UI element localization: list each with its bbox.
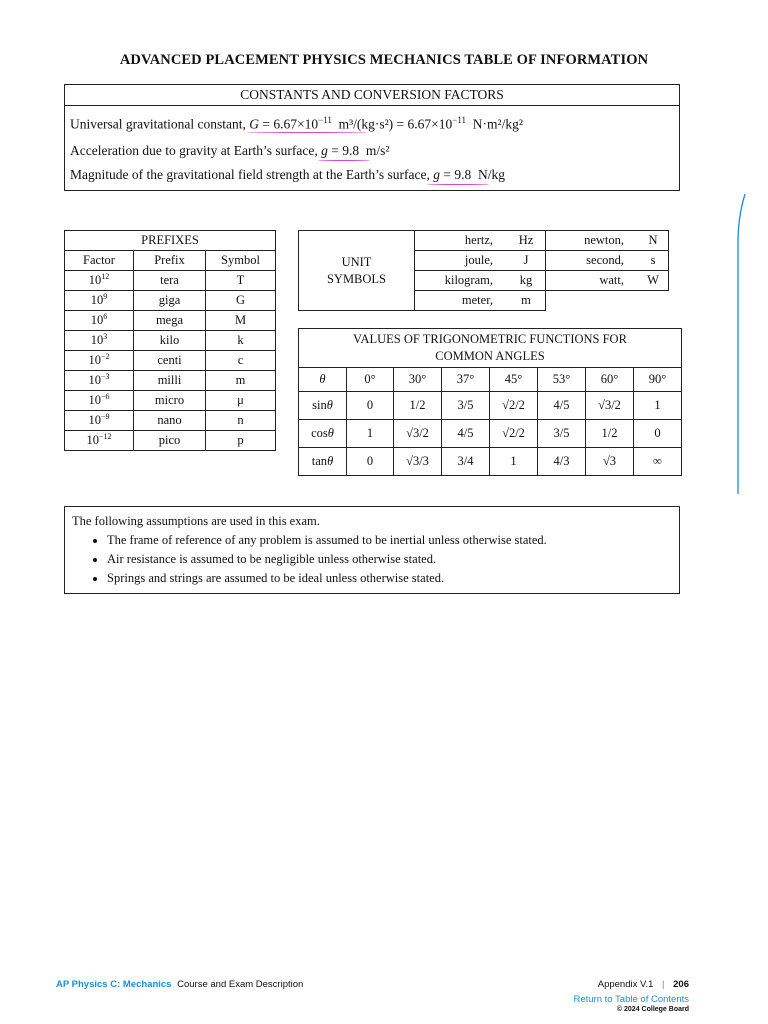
factor-exp: −2 <box>100 352 110 362</box>
constant-label: Acceleration due to gravity at Earth’s surface, <box>70 143 322 158</box>
unit-name: meter, <box>415 291 508 311</box>
trig-value: 0 <box>347 448 394 476</box>
theta-symbol: θ <box>327 454 334 468</box>
trig-value: 3/5 <box>442 392 490 420</box>
angle-header: 45° <box>490 368 538 392</box>
trig-value: 1/2 <box>394 392 442 420</box>
trig-title <box>299 329 682 368</box>
unit-symbol: m <box>507 291 546 311</box>
factor-exp: −6 <box>100 392 110 402</box>
factor-base: 10 <box>86 433 99 448</box>
constant-value: 9.8 <box>342 143 360 158</box>
factor-exp: 12 <box>101 272 110 282</box>
table-row <box>65 371 276 391</box>
trig-value: 3/5 <box>538 420 586 448</box>
prefix-name: mega <box>134 311 206 331</box>
unit-name: joule, <box>415 251 508 271</box>
trig-table <box>298 328 682 476</box>
highlight-underline <box>318 160 370 161</box>
prefixes-title: PREFIXES <box>65 231 276 251</box>
factor-base: 10 <box>90 333 104 348</box>
angle-header: 53° <box>538 368 586 392</box>
constant-value: 9.8 <box>454 167 472 182</box>
constant-row-g-field: Magnitude of the gravitational field strength at the Earth’s surface, g = 9.8 N/kg <box>70 167 506 182</box>
prefix-symbol: c <box>206 351 276 371</box>
table-row <box>65 291 276 311</box>
constant-symbol: g <box>433 167 441 182</box>
theta-symbol: θ <box>326 398 333 412</box>
unit-symbol: N <box>638 231 669 251</box>
assumptions-box <box>64 506 680 594</box>
list-item: • Springs and strings are assumed to be ideal unless otherwise stated. <box>107 569 679 588</box>
prefix-symbol: μ <box>206 391 276 411</box>
unit-name: kilogram, <box>415 271 508 291</box>
trig-value: ∞ <box>634 448 682 476</box>
angle-header: 37° <box>442 368 490 392</box>
unit-symbols-title <box>299 231 415 311</box>
angle-header: 30° <box>394 368 442 392</box>
factor-exp: 3 <box>103 332 108 342</box>
footer-appendix: Appendix V.1 <box>597 979 654 990</box>
unit-symbol: Hz <box>507 231 546 251</box>
trig-function: cos <box>311 426 328 440</box>
column-header: Prefix <box>134 251 206 271</box>
prefix-name: pico <box>134 431 206 451</box>
highlight-underline <box>247 132 367 133</box>
prefix-name: kilo <box>134 331 206 351</box>
assumptions-intro: The following assumptions are used in this exam. <box>72 514 320 528</box>
unit-symbol: kg <box>507 271 546 291</box>
footer-page-number: 206 <box>673 979 689 990</box>
table-row <box>65 271 276 291</box>
trig-value: √2/2 <box>490 392 538 420</box>
footer-right <box>598 979 689 990</box>
footer-description: Course and Exam Description <box>177 979 304 990</box>
factor-exp: 6 <box>103 312 108 322</box>
constant-label: Universal gravitational constant, <box>70 116 250 132</box>
factor-base: 10 <box>88 353 101 368</box>
factor-base: 10 <box>90 313 104 328</box>
trig-value: 0 <box>347 392 394 420</box>
unit-symbol: W <box>638 271 669 291</box>
theta-symbol: θ <box>327 426 334 440</box>
constant-unit: N/kg <box>478 167 506 182</box>
prefix-symbol: T <box>206 271 276 291</box>
constant-value-2: 6.67×10 <box>407 116 453 132</box>
constant-exponent-2: −11 <box>452 115 467 125</box>
trig-function: sin <box>312 398 327 412</box>
unit-title-line: UNIT <box>341 254 372 269</box>
angle-header: 60° <box>586 368 634 392</box>
prefix-symbol: n <box>206 411 276 431</box>
prefix-symbol: m <box>206 371 276 391</box>
factor-exp: 9 <box>103 292 108 302</box>
prefix-name: tera <box>134 271 206 291</box>
constant-unit: m³/(kg·s²) <box>338 116 394 132</box>
constant-unit-2: N·m²/kg² <box>472 116 523 132</box>
table-row <box>65 351 276 371</box>
trig-title-line: VALUES OF TRIGONOMETRIC FUNCTIONS FOR <box>353 332 627 346</box>
factor-base: 10 <box>88 373 101 388</box>
trig-value: √3/3 <box>394 448 442 476</box>
trig-row-cos <box>299 420 682 448</box>
column-header: Factor <box>65 251 134 271</box>
unit-symbol: s <box>638 251 669 271</box>
trig-function: tan <box>311 454 328 468</box>
trig-value: 1 <box>347 420 394 448</box>
prefix-symbol: k <box>206 331 276 351</box>
table-row <box>65 391 276 411</box>
constant-row-g-accel: Acceleration due to gravity at Earth’s surface, g = 9.8 m/s² <box>70 143 390 158</box>
unit-title-line: SYMBOLS <box>326 271 387 286</box>
table-row <box>65 311 276 331</box>
trig-value: 4/5 <box>442 420 490 448</box>
return-to-toc-link[interactable]: Return to Table of Contents <box>573 994 689 1005</box>
theta-header: θ <box>319 372 326 386</box>
trig-value: 4/5 <box>538 392 586 420</box>
trig-value: 3/4 <box>442 448 490 476</box>
prefix-name: milli <box>134 371 206 391</box>
prefix-symbol: M <box>206 311 276 331</box>
trig-value: 1 <box>634 392 682 420</box>
trig-title-line: COMMON ANGLES <box>435 349 545 363</box>
factor-exp: −9 <box>100 412 110 422</box>
constant-row-G: Universal gravitational constant, $G = 6.67\times 10^{-11}$ $m^3/(kg\cdot s^2) = 6.67\times 10^{-11}$ N·m²/kg² <box>70 115 523 132</box>
prefix-symbol: p <box>206 431 276 451</box>
unit-symbol: J <box>507 251 546 271</box>
footer-divider: | <box>662 979 665 990</box>
constant-value: 6.67×10 <box>273 116 319 132</box>
table-row <box>65 411 276 431</box>
constant-symbol: g <box>321 143 328 158</box>
prefix-symbol: G <box>206 291 276 311</box>
factor-base: 10 <box>88 273 102 288</box>
factor-base: 10 <box>88 413 101 428</box>
prefixes-table <box>64 230 276 451</box>
page-title: ADVANCED PLACEMENT PHYSICS MECHANICS TABLE OF INFORMATION <box>119 52 649 68</box>
angle-header: 90° <box>634 368 682 392</box>
table-row <box>65 331 276 351</box>
footer-left <box>56 979 303 990</box>
prefix-name: giga <box>134 291 206 311</box>
annotation-line <box>735 192 749 496</box>
constant-unit: m/s² <box>365 143 390 158</box>
prefix-name: nano <box>134 411 206 431</box>
prefix-name: centi <box>134 351 206 371</box>
unit-symbols-table <box>298 230 669 311</box>
trig-value: 1/2 <box>586 420 634 448</box>
trig-value: 0 <box>634 420 682 448</box>
angle-header: 0° <box>347 368 394 392</box>
factor-base: 10 <box>90 293 104 308</box>
list-item: • Air resistance is assumed to be negligible unless otherwise stated. <box>107 550 679 569</box>
trig-row-sin <box>299 392 682 420</box>
footer-copyright: © 2024 College Board <box>616 1006 689 1013</box>
highlight-underline <box>427 184 489 185</box>
trig-row-tan <box>299 448 682 476</box>
unit-name: watt, <box>546 271 639 291</box>
factor-base: 10 <box>88 393 101 408</box>
trig-value: √2/2 <box>490 420 538 448</box>
list-item: • The frame of reference of any problem is assumed to be inertial unless otherwise stated. <box>107 531 679 550</box>
unit-name: newton, <box>546 231 639 251</box>
factor-exp: −3 <box>100 372 110 382</box>
constant-label: Magnitude of the gravitational field strength at the Earth’s surface, <box>70 167 434 182</box>
constant-exponent: −11 <box>318 115 332 125</box>
unit-name: hertz, <box>415 231 508 251</box>
table-row <box>65 431 276 451</box>
trig-value: 4/3 <box>538 448 586 476</box>
constants-header: CONSTANTS AND CONVERSION FACTORS <box>65 85 679 106</box>
unit-name: second, <box>546 251 639 271</box>
constant-symbol: G <box>249 116 259 132</box>
footer-course: AP Physics C: Mechanics <box>56 979 172 990</box>
prefix-name: micro <box>134 391 206 411</box>
trig-value: √3/2 <box>586 392 634 420</box>
constants-box <box>64 84 680 191</box>
factor-exp: −12 <box>98 432 112 442</box>
trig-value: 1 <box>490 448 538 476</box>
column-header: Symbol <box>206 251 276 271</box>
assumptions-list <box>65 531 679 588</box>
trig-value: √3 <box>586 448 634 476</box>
trig-value: √3/2 <box>394 420 442 448</box>
